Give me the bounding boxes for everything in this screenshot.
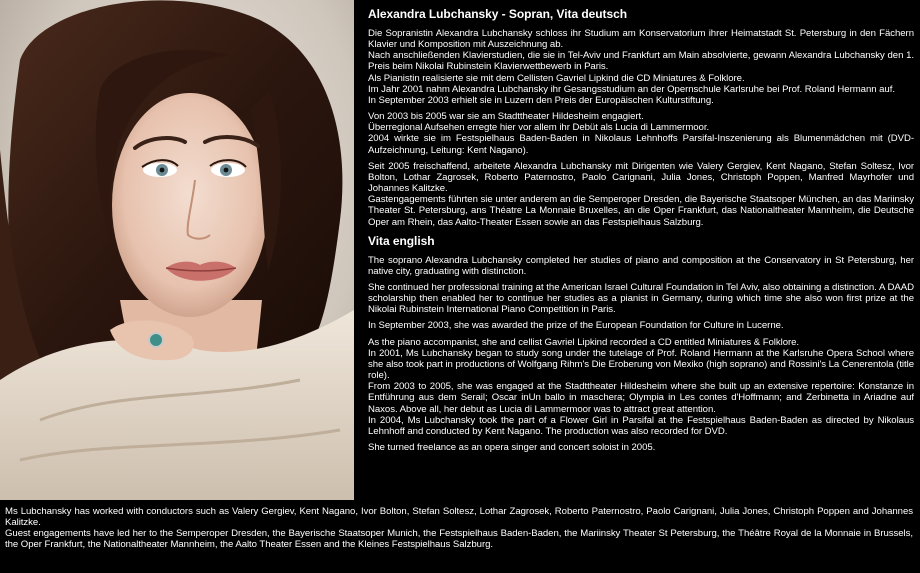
text-line: In 2001, Ms Lubchansky began to study song under the tutelage of Prof. Roland Hermann at the Karlsruhe Opera School where she also took part in productions of Wolfgang Rihm's Die Eroberung von Mexiko (high soprano) and Rossini's La Cenerentola (title role). <box>368 347 914 382</box>
text-line: As the piano accompanist, she and cellist Gavriel Lipkind recorded a CD entitled Miniatures & Folklore. <box>368 336 800 348</box>
vita-de-paragraph-3 <box>368 161 914 228</box>
vita-de-title: Alexandra Lubchansky - Sopran, Vita deutsch <box>368 7 628 21</box>
text-line: Guest engagements have led her to the Semperoper Dresden, the Bayerische Staatsoper Munich, the Festspielhaus Baden-Baden, the Mariinsky Theater St Petersburg, the Théâtre Royal de la Monnaie in Brussels, the Oper Frankfurt, the Nationaltheater Mannheim, the Aalto Theater Essen and the Kleines Festspielhaus Salzburg. <box>5 528 913 551</box>
text-line: Ms Lubchansky has worked with conductors such as Valery Gergiev, Kent Nagano, Ivor Bolton, Stefan Soltesz, Lothar Zagrosek, Roberto Paternostro, Paolo Carignani, Julia Jones, Christoph Poppen and Johannes Kalitzke. <box>5 506 913 529</box>
text-line: Überregional Aufsehen erregte hier vor allem ihr Debüt als Lucia di Lammermoor. <box>368 122 710 134</box>
text-line: Von 2003 bis 2005 war sie am Stadttheater Hildesheim engagiert. <box>368 111 644 123</box>
text-line: In September 2003, she was awarded the prize of the European Foundation for Culture in Lucerne. <box>368 320 784 332</box>
text-line: Nach anschließenden Klavierstudien, die sie in Tel-Aviv und Frankfurt am Main absolvierte, gewann Alexandra Lubchansky den 1. Preis beim Nikolai Rubinstein Klavierwettbewerb in Paris. <box>368 50 914 73</box>
vita-en-bottom <box>5 506 913 551</box>
portrait-photo <box>0 0 354 500</box>
vita-en-paragraph-3 <box>368 320 914 331</box>
portrait-icon <box>0 0 354 500</box>
text-line: She turned freelance as an opera singer and concert soloist in 2005. <box>368 442 656 453</box>
text-line: Gastengagements führten sie unter anderem an die Semperoper Dresden, die Bayerische Staatsoper München, an das Mariinsky Theater St. Petersburg, ans Théatre La Monnaie Bruxelles, an die Oper Frankfurt, das Nationaltheater Mannheim, die Deutsche Oper am Rhein, das Aalto-Theater Essen sowie an das Festspielhaus Salzburg. <box>368 194 914 228</box>
text-line: From 2003 to 2005, she was engaged at the Stadttheater Hildesheim where she built up an extensive repertoire: Konstanze in Entführung aus dem Serail; Oscar inUn ballo in maschera; Olympia in Les contes d'Hoffmann; and Zerbinetta in Ariadne auf Naxos. Above all, her debut as Lucia di Lammermoor was to attract great attention. <box>368 381 914 415</box>
text-line: 2004 wirkte sie im Festspielhaus Baden-Baden in Nikolaus Lehnhoffs Parsifal-Inszenierung als Blumenmädchen mit (DVD-Aufzeichnung, Leitung: Kent Nagano). <box>368 133 914 156</box>
vita-en-title: Vita english <box>368 233 435 248</box>
vita-en-paragraph-5 <box>368 442 914 453</box>
text-line: She continued her professional training at the American Israel Cultural Foundation in Tel Aviv, also obtaining a distinction. A DAAD scholarship then enabled her to continue her studies as a pianist in Germany, during which time she also won first prize at the Nikolai Rubinstein International Piano Competition in Paris. <box>368 281 914 316</box>
text-line: In September 2003 erhielt sie in Luzern den Preis der Europäischen Kulturstiftung. <box>368 94 714 106</box>
text-line: In 2004, Ms Lubchansky took the part of a Flower Girl in Parsifal at the Festspielhaus Baden-Baden as directed by Nikolaus Lehnhoff and conducted by Kent Nagano. The production was also recorded for DVD. <box>368 414 914 437</box>
text-line: Als Pianistin realisierte sie mit dem Cellisten Gavriel Lipkind die CD Miniatures & Folklore. <box>368 72 745 84</box>
vita-en-paragraph-4 <box>368 337 914 437</box>
vita-de-paragraph-1 <box>368 28 914 106</box>
vita-en-paragraph-2 <box>368 282 914 315</box>
text-line: Die Sopranistin Alexandra Lubchansky schloss ihr Studium am Konservatorium ihrer Heimatstadt St. Petersburg in den Fächern Klavier und Komposition mit Auszeichnung ab. <box>368 28 914 51</box>
text-line: Im Jahr 2001 nahm Alexandra Lubchansky ihr Gesangsstudium an der Opernschule Karlsruhe bei Prof. Roland Hermann auf. <box>368 83 895 95</box>
vita-column <box>368 7 914 458</box>
vita-en-paragraph-6 <box>5 506 913 551</box>
text-line: Seit 2005 freischaffend, arbeitete Alexandra Lubchansky mit Dirigenten wie Valery Gergiev, Kent Nagano, Stefan Soltesz, Ivor Bolton, Lothar Zagrosek, Roberto Paternostro, Paolo Carignani, Julia Jones, Christoph Poppen, Manfred Mayrhofer und Johannes Kalitzke. <box>368 160 914 195</box>
vita-de-paragraph-2 <box>368 111 914 156</box>
vita-en-paragraph-1 <box>368 255 914 277</box>
text-line: The soprano Alexandra Lubchansky completed her studies of piano and composition at the Conservatory in St Petersburg, her native city, graduating with distinction. <box>368 254 914 277</box>
